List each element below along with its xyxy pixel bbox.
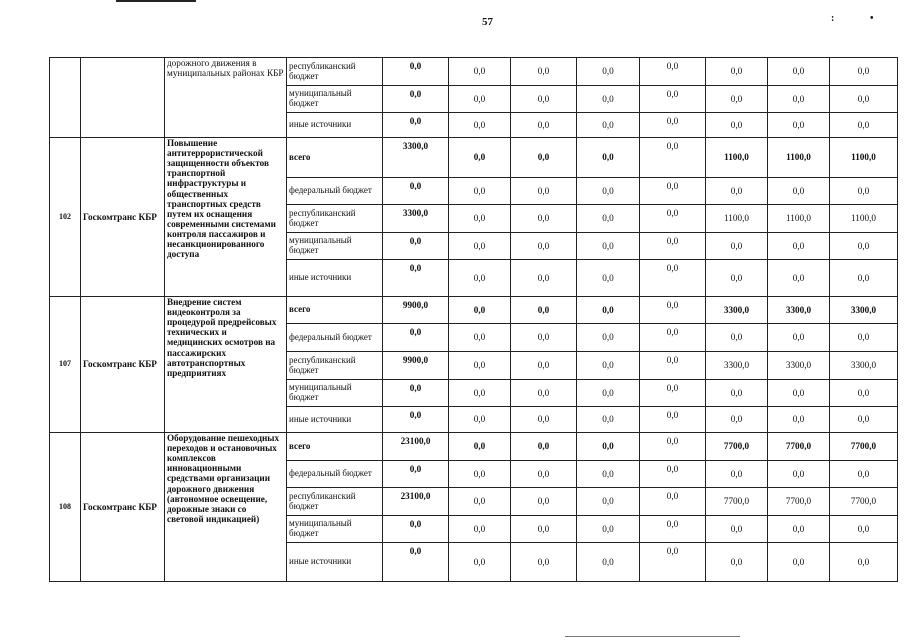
executor-cell: Госкомтранс КБР: [81, 297, 165, 433]
value-cell: 0,0: [577, 138, 640, 178]
funding-source: республиканский бюджет: [287, 58, 383, 86]
table-row: [50, 58, 898, 86]
value-cell: 0,0: [449, 113, 511, 138]
value-cell: 3300,0: [768, 297, 830, 324]
header-mark-colon: :: [831, 13, 835, 24]
funding-source: республиканский бюджет: [287, 205, 383, 233]
funding-source: всего: [287, 138, 383, 178]
value-cell: 0,0: [511, 233, 577, 260]
value-cell: 1100,0: [706, 138, 768, 178]
value-cell: 0,0: [577, 543, 640, 582]
value-cell: 0,0: [577, 324, 640, 352]
executor-cell: Госкомтранс КБР: [81, 138, 165, 297]
header-mark-dot: •: [870, 13, 874, 24]
value-cell: 0,0: [830, 260, 898, 297]
funding-source: федеральный бюджет: [287, 178, 383, 205]
value-cell: 3300,0: [383, 138, 449, 178]
value-cell: 0,0: [511, 461, 577, 488]
value-cell: 23100,0: [383, 488, 449, 516]
table-row: [50, 433, 898, 461]
value-cell: 0,0: [449, 138, 511, 178]
value-cell: 0,0: [449, 178, 511, 205]
value-cell: 0,0: [383, 543, 449, 582]
top-rule: [116, 0, 196, 2]
measure-description: Внедрение систем видеоконтроля за процедурой предрейсовых технических и медицинских осмотров на пассажирских автотранспортных предприятиях: [165, 297, 287, 433]
value-cell: 0,0: [577, 113, 640, 138]
value-cell: 0,0: [511, 352, 577, 380]
value-cell: 3300,0: [830, 352, 898, 380]
funding-source: иные источники: [287, 407, 383, 433]
value-cell: 0,0: [768, 380, 830, 407]
value-cell: 0,0: [383, 260, 449, 297]
value-cell: 0,0: [511, 433, 577, 461]
value-cell: 1100,0: [830, 138, 898, 178]
value-cell: 0,0: [706, 461, 768, 488]
value-cell: 1100,0: [768, 205, 830, 233]
value-cell: 0,0: [640, 543, 706, 582]
value-cell: 0,0: [830, 407, 898, 433]
value-cell: 0,0: [449, 516, 511, 543]
value-cell: 0,0: [449, 86, 511, 113]
table-row: [50, 297, 898, 324]
value-cell: 0,0: [640, 380, 706, 407]
value-cell: 7700,0: [830, 488, 898, 516]
value-cell: 3300,0: [830, 297, 898, 324]
measure-description: дорожного движения в муниципальных районах КБР: [165, 58, 287, 138]
value-cell: 0,0: [449, 433, 511, 461]
value-cell: 0,0: [706, 233, 768, 260]
funding-source: иные источники: [287, 543, 383, 582]
value-cell: 0,0: [706, 113, 768, 138]
value-cell: 0,0: [511, 297, 577, 324]
value-cell: 0,0: [706, 178, 768, 205]
value-cell: 0,0: [830, 516, 898, 543]
value-cell: 0,0: [640, 178, 706, 205]
value-cell: 0,0: [383, 461, 449, 488]
value-cell: 0,0: [768, 58, 830, 86]
value-cell: 0,0: [511, 516, 577, 543]
value-cell: 0,0: [640, 461, 706, 488]
value-cell: 0,0: [383, 178, 449, 205]
value-cell: 0,0: [511, 543, 577, 582]
value-cell: 0,0: [640, 297, 706, 324]
value-cell: 0,0: [640, 233, 706, 260]
value-cell: 7700,0: [768, 433, 830, 461]
value-cell: 0,0: [768, 516, 830, 543]
row-number: 108: [50, 433, 81, 582]
value-cell: 7700,0: [706, 488, 768, 516]
value-cell: 0,0: [640, 324, 706, 352]
row-number: [50, 58, 81, 138]
value-cell: 0,0: [706, 407, 768, 433]
value-cell: 0,0: [511, 407, 577, 433]
executor-cell: Госкомтранс КБР: [81, 433, 165, 582]
row-number: 102: [50, 138, 81, 297]
value-cell: 1100,0: [830, 205, 898, 233]
value-cell: 0,0: [383, 407, 449, 433]
value-cell: 0,0: [511, 380, 577, 407]
value-cell: 0,0: [383, 516, 449, 543]
value-cell: 9900,0: [383, 352, 449, 380]
funding-source: иные источники: [287, 113, 383, 138]
value-cell: 3300,0: [768, 352, 830, 380]
value-cell: 23100,0: [383, 433, 449, 461]
value-cell: 0,0: [830, 380, 898, 407]
value-cell: 0,0: [511, 58, 577, 86]
funding-source: муниципальный бюджет: [287, 233, 383, 260]
value-cell: 0,0: [768, 407, 830, 433]
value-cell: 0,0: [830, 86, 898, 113]
value-cell: 0,0: [449, 380, 511, 407]
value-cell: 0,0: [449, 407, 511, 433]
value-cell: 0,0: [830, 233, 898, 260]
value-cell: 0,0: [449, 488, 511, 516]
budget-table: [49, 57, 898, 582]
value-cell: 0,0: [511, 205, 577, 233]
value-cell: 0,0: [830, 178, 898, 205]
value-cell: 0,0: [449, 352, 511, 380]
value-cell: 0,0: [511, 260, 577, 297]
value-cell: 0,0: [768, 461, 830, 488]
value-cell: 0,0: [511, 488, 577, 516]
value-cell: 0,0: [449, 233, 511, 260]
value-cell: 0,0: [768, 543, 830, 582]
bottom-rule: [565, 636, 740, 637]
value-cell: 0,0: [706, 58, 768, 86]
value-cell: 0,0: [383, 58, 449, 86]
value-cell: 0,0: [577, 86, 640, 113]
funding-source: муниципальный бюджет: [287, 380, 383, 407]
value-cell: 0,0: [768, 324, 830, 352]
funding-source: республиканский бюджет: [287, 488, 383, 516]
value-cell: 0,0: [577, 407, 640, 433]
value-cell: 0,0: [383, 324, 449, 352]
value-cell: 1100,0: [706, 205, 768, 233]
funding-source: республиканский бюджет: [287, 352, 383, 380]
value-cell: 0,0: [830, 113, 898, 138]
value-cell: 0,0: [706, 380, 768, 407]
value-cell: 0,0: [640, 58, 706, 86]
value-cell: 0,0: [577, 461, 640, 488]
value-cell: 7700,0: [706, 433, 768, 461]
value-cell: 0,0: [577, 233, 640, 260]
value-cell: 0,0: [577, 380, 640, 407]
value-cell: 0,0: [577, 58, 640, 86]
value-cell: 0,0: [449, 461, 511, 488]
value-cell: 0,0: [511, 113, 577, 138]
value-cell: 0,0: [577, 260, 640, 297]
value-cell: 3300,0: [706, 352, 768, 380]
value-cell: 0,0: [640, 205, 706, 233]
funding-source: федеральный бюджет: [287, 324, 383, 352]
funding-source: федеральный бюджет: [287, 461, 383, 488]
funding-source: всего: [287, 433, 383, 461]
page-number: 57: [482, 16, 493, 28]
value-cell: 0,0: [830, 543, 898, 582]
value-cell: 0,0: [449, 324, 511, 352]
measure-description: Оборудование пешеходных переходов и остановочных комплексов инновационными средствами организации дорожного движения (автономное освещение, дорожные знаки со световой индикацией): [165, 433, 287, 582]
value-cell: 3300,0: [706, 297, 768, 324]
value-cell: 9900,0: [383, 297, 449, 324]
value-cell: 0,0: [640, 352, 706, 380]
value-cell: 0,0: [768, 178, 830, 205]
value-cell: 0,0: [577, 205, 640, 233]
funding-source: муниципальный бюджет: [287, 516, 383, 543]
value-cell: 0,0: [706, 543, 768, 582]
value-cell: 0,0: [449, 297, 511, 324]
funding-source: иные источники: [287, 260, 383, 297]
value-cell: 0,0: [706, 516, 768, 543]
value-cell: 7700,0: [768, 488, 830, 516]
value-cell: 0,0: [706, 86, 768, 113]
budget-table-body: [50, 58, 898, 582]
value-cell: 0,0: [383, 86, 449, 113]
value-cell: 7700,0: [830, 433, 898, 461]
value-cell: 0,0: [577, 178, 640, 205]
value-cell: 0,0: [706, 260, 768, 297]
value-cell: 0,0: [640, 138, 706, 178]
value-cell: 0,0: [830, 461, 898, 488]
value-cell: 0,0: [640, 488, 706, 516]
value-cell: 0,0: [768, 113, 830, 138]
value-cell: 0,0: [511, 178, 577, 205]
value-cell: 0,0: [830, 324, 898, 352]
value-cell: 0,0: [511, 324, 577, 352]
row-number: 107: [50, 297, 81, 433]
value-cell: 0,0: [640, 260, 706, 297]
value-cell: 0,0: [768, 260, 830, 297]
value-cell: 0,0: [511, 86, 577, 113]
value-cell: 0,0: [768, 233, 830, 260]
value-cell: 3300,0: [383, 205, 449, 233]
value-cell: 0,0: [640, 407, 706, 433]
value-cell: 0,0: [768, 86, 830, 113]
table-row: [50, 138, 898, 178]
value-cell: 0,0: [449, 543, 511, 582]
value-cell: 0,0: [449, 205, 511, 233]
value-cell: 0,0: [577, 433, 640, 461]
value-cell: 0,0: [706, 324, 768, 352]
value-cell: 0,0: [383, 113, 449, 138]
value-cell: 0,0: [640, 113, 706, 138]
value-cell: 0,0: [577, 352, 640, 380]
value-cell: 0,0: [383, 233, 449, 260]
value-cell: 1100,0: [768, 138, 830, 178]
value-cell: 0,0: [640, 433, 706, 461]
value-cell: 0,0: [577, 488, 640, 516]
executor-cell: [81, 58, 165, 138]
value-cell: 0,0: [830, 58, 898, 86]
value-cell: 0,0: [640, 86, 706, 113]
value-cell: 0,0: [640, 516, 706, 543]
value-cell: 0,0: [577, 516, 640, 543]
value-cell: 0,0: [511, 138, 577, 178]
value-cell: 0,0: [449, 260, 511, 297]
funding-source: всего: [287, 297, 383, 324]
value-cell: 0,0: [383, 380, 449, 407]
value-cell: 0,0: [577, 297, 640, 324]
measure-description: Повышение антитеррористической защищенности объектов транспортной инфраструктуры и общественных транспортных средств путем их оснащения современными системами контроля пассажиров и несанкционированного доступа: [165, 138, 287, 297]
funding-source: муниципальный бюджет: [287, 86, 383, 113]
value-cell: 0,0: [449, 58, 511, 86]
